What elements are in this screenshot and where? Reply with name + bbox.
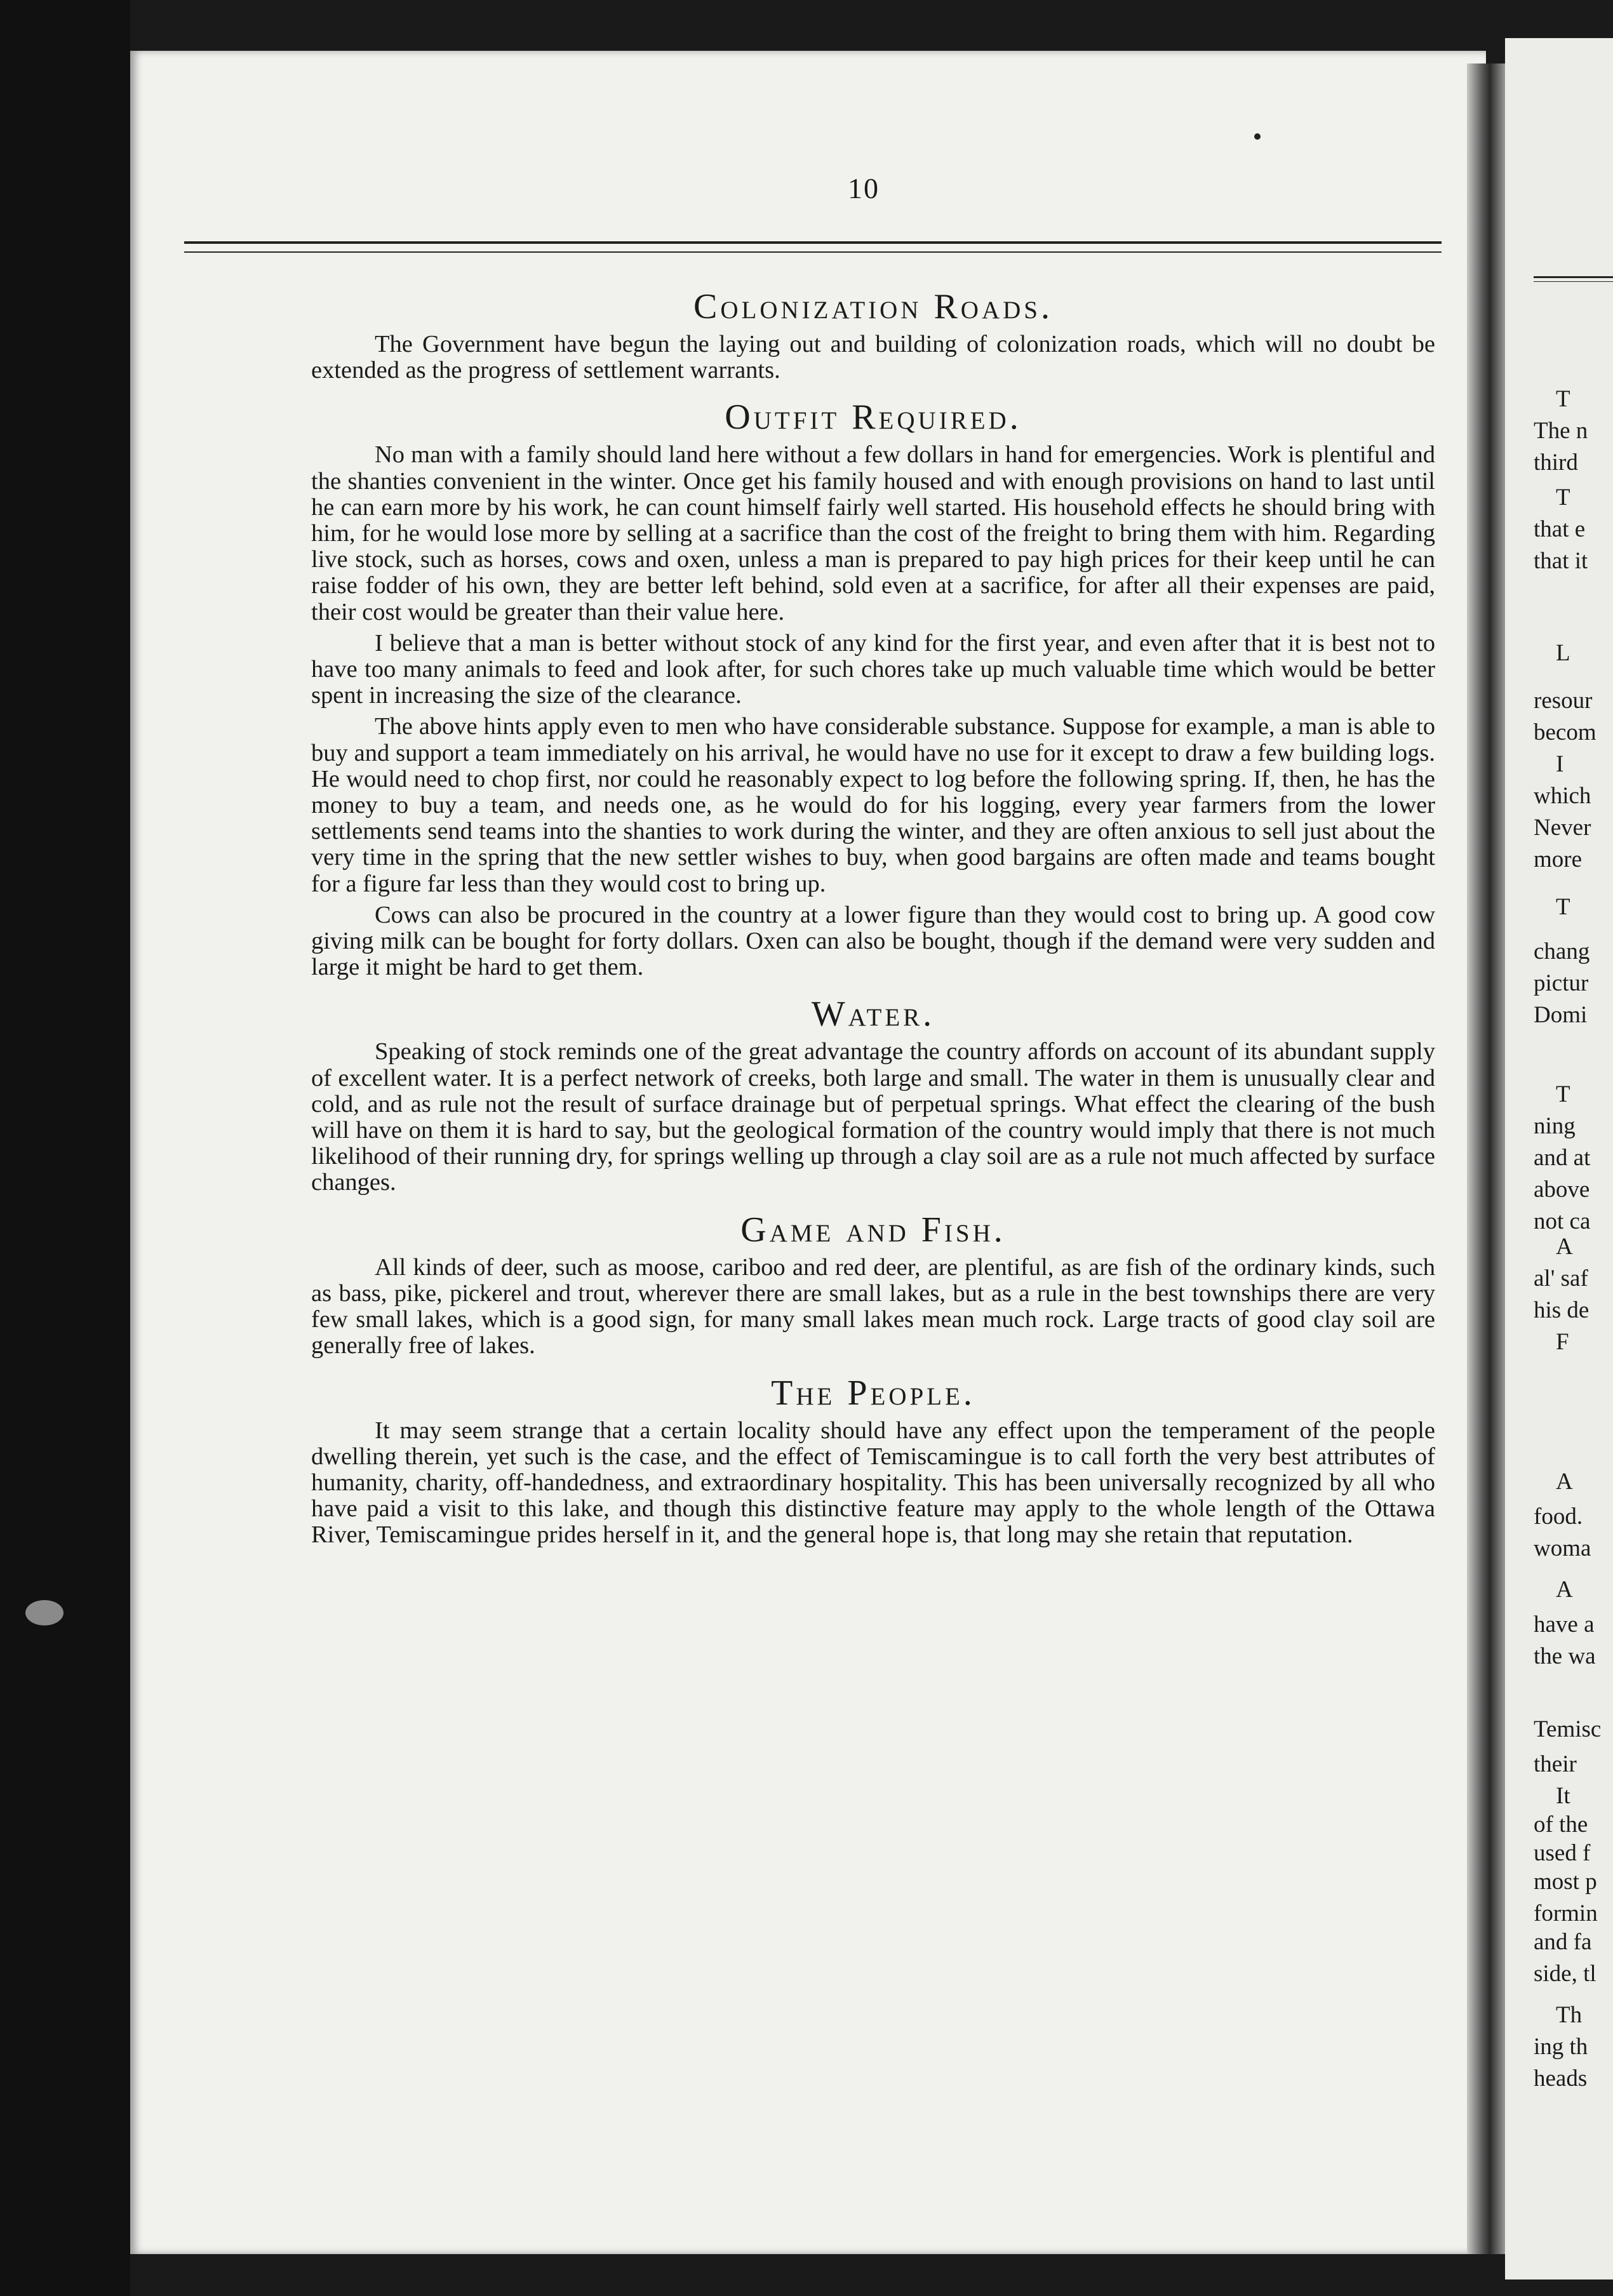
header-double-rule [184, 241, 1442, 253]
adjacent-page-line: of the [1534, 1812, 1588, 1838]
adjacent-page-rule [1534, 276, 1613, 282]
section-heading-colonization-roads: Colonization Roads. [693, 287, 1053, 326]
adjacent-page-line: It [1556, 1783, 1570, 1809]
adjacent-page-line: not ca [1534, 1208, 1591, 1234]
adjacent-page-line: most p [1534, 1869, 1597, 1895]
adjacent-page-line: and fa [1534, 1929, 1592, 1955]
adjacent-page-line: T [1556, 894, 1570, 920]
adjacent-page-line: heads [1534, 2066, 1588, 2092]
paragraph: Speaking of stock reminds one of the great advantage the country affords on account of its abundant supply of excellent water. It is a perfect network of creeks, both large and small. The water in them is unusually clear and cold, and as rule not the result of surface drainage but of perpetual springs. What effect the clearing of the bush will have on them it is hard to say, but the geological formation of the country would imply that there is not much likelihood of their running dry, for springs welling up through a clay soil are as a rule not much affected by surface changes. [311, 1038, 1435, 1196]
page-number: 10 [848, 172, 880, 204]
paragraph: I believe that a man is better without stock of any kind for the first year, and even after that it is best not to have too many animals to feed and look after, for such chores take up much valuable time which would be better spent in increasing the size of the clearance. [311, 629, 1435, 709]
adjacent-page-line: formin [1534, 1900, 1598, 1926]
adjacent-page-line: T [1556, 484, 1570, 511]
text-column [311, 273, 1435, 1554]
adjacent-page-line: becom [1534, 719, 1596, 745]
ink-speck [1254, 133, 1261, 140]
paragraph: The Government have begun the laying out and building of colonization roads, which will no doubt be extended as the progress of settlement warrants. [311, 331, 1435, 384]
adjacent-page-line: A [1556, 1577, 1573, 1603]
adjacent-page-line: resour [1534, 688, 1593, 714]
adjacent-page-line: F [1556, 1329, 1569, 1355]
adjacent-page-line: and at [1534, 1145, 1591, 1171]
adjacent-page-line: more [1534, 846, 1583, 872]
adjacent-page-line: food. [1534, 1504, 1583, 1530]
adjacent-page-line: Th [1556, 2002, 1583, 2028]
adjacent-page-line: that e [1534, 516, 1586, 542]
adjacent-page-line: which [1534, 783, 1591, 809]
section-heading-game-and-fish: Game and Fish. [740, 1210, 1006, 1250]
adjacent-page-line: above [1534, 1177, 1590, 1203]
adjacent-page-line: The n [1534, 418, 1588, 444]
adjacent-page-line: L [1556, 640, 1570, 666]
adjacent-page-line: A [1556, 1234, 1573, 1260]
paragraph: The above hints apply even to men who have considerable substance. Suppose for example, a man is able to buy and support a team immediately on his arrival, he would have no use for it except to draw a few building logs. He would need to chop first, nor could he reasonably expect to log before the following spring. If, then, he has the money to buy a team, and needs one, as he would do for his logging, every year farmers from the lower settlements send teams into the shanties to work during the winter, and they are often anxious to sell just about the very time in the spring that the new settler wishes to buy, when good bargains are often made and teams bought for a figure far less than they would cost to bring up. [311, 713, 1435, 897]
section-heading-water: Water. [811, 994, 935, 1034]
adjacent-page-line: I [1556, 751, 1564, 777]
adjacent-page-line: have a [1534, 1612, 1595, 1638]
scan-left-margin [0, 0, 130, 2296]
adjacent-page-line: T [1556, 1081, 1570, 1107]
adjacent-page-line: pictur [1534, 970, 1589, 996]
adjacent-page-line: ning [1534, 1113, 1576, 1139]
adjacent-page-line: woma [1534, 1535, 1591, 1561]
adjacent-page-line: A [1556, 1469, 1573, 1495]
adjacent-page-line: Temisc [1534, 1716, 1602, 1742]
paragraph: No man with a family should land here without a few dollars in hand for emergencies. Work is plentiful and the shanties convenient in the winter. Once get his family housed and with enough provisions on hand to last until he can earn more by his work, he can count himself fairly well started. His household effects he should bring with him, for he would lose more by selling at a sacrifice than the cost of the freight to bring them with him. Regarding live stock, such as horses, cows and oxen, unless a man is prepared to pay high prices for their keep until he can raise fodder of his own, they are better left behind, sold even at a sacrifice, for after all their expenses are paid, their cost would be greater than their value here. [311, 441, 1435, 625]
adjacent-page-line: ing th [1534, 2034, 1588, 2060]
scan-blemish [25, 1600, 64, 1625]
adjacent-page-line: T [1556, 386, 1570, 412]
adjacent-page-line: al' saf [1534, 1265, 1588, 1292]
book-gutter [1467, 63, 1505, 2254]
adjacent-page-line: Domi [1534, 1002, 1588, 1028]
adjacent-page-line: their [1534, 1751, 1577, 1777]
adjacent-page-line: side, tl [1534, 1961, 1596, 1987]
section-heading-the-people: The People. [771, 1373, 975, 1413]
adjacent-page-fragment [1505, 38, 1613, 2279]
section-heading-outfit-required: Outfit Required. [725, 397, 1022, 437]
paragraph: It may seem strange that a certain locality should have any effect upon the temperament of the people dwelling therein, yet such is the case, and the effect of Temiscamingue is to call forth the very best attributes of humanity, charity, off-handedness, and extraordinary hospitality. This has been universally recognized by all who have paid a visit to this lake, and though this distinctive feature may apply to the whole length of the Ottawa River, Temiscamingue prides herself in it, and the general hope is, that long may she retain that reputation. [311, 1417, 1435, 1549]
paragraph: All kinds of deer, such as moose, cariboo and red deer, are plentiful, as are fish of the ordinary kinds, such as bass, pike, pickerel and trout, wherever there are small lakes, but as a rule in the best townships there are very few small lakes, which is a good sign, for many small lakes mean much rock. Large tracts of good clay soil are generally free of lakes. [311, 1253, 1435, 1359]
adjacent-page-line: his de [1534, 1297, 1590, 1323]
adjacent-page-line: the wa [1534, 1643, 1596, 1669]
adjacent-page-line: Never [1534, 815, 1591, 841]
adjacent-page-line: used f [1534, 1840, 1591, 1866]
adjacent-page-line: that it [1534, 548, 1588, 574]
adjacent-page-line: chang [1534, 938, 1590, 964]
adjacent-page-line: third [1534, 450, 1578, 476]
paragraph: Cows can also be procured in the country at a lower figure than they would cost to bring up. A good cow giving milk can be bought for forty dollars. Oxen can also be bought, though if the demand were very sudden and large it might be hard to get them. [311, 901, 1435, 981]
